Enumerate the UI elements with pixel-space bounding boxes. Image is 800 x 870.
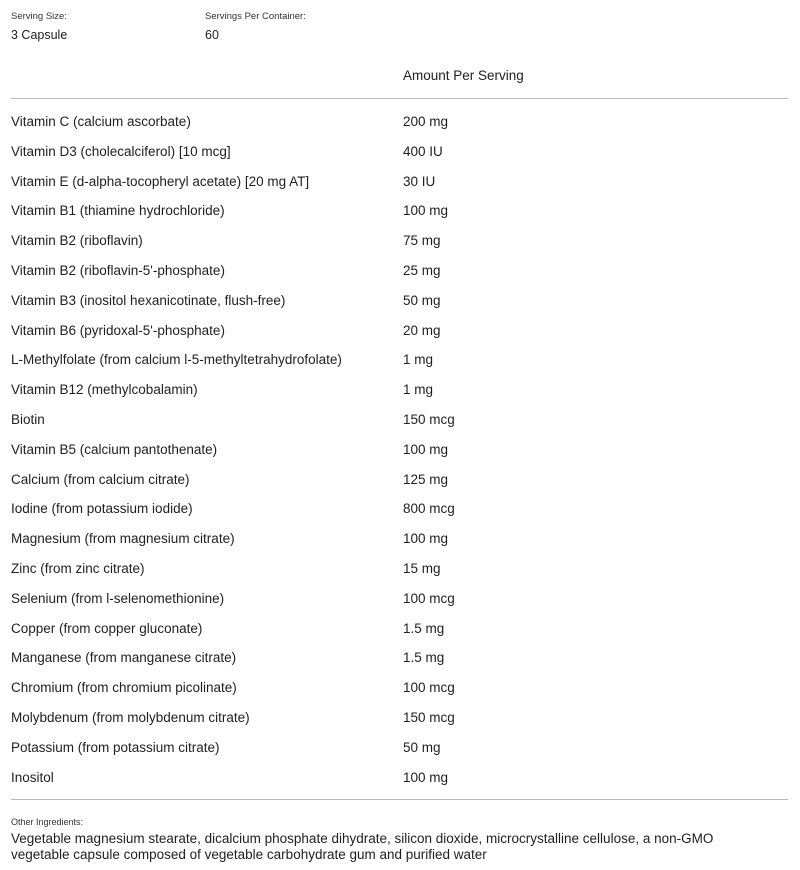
nutrient-name: Iodine (from potassium iodide) — [11, 501, 193, 517]
table-row — [0, 614, 800, 644]
nutrient-name: Chromium (from chromium picolinate) — [11, 680, 237, 696]
nutrient-amount: 75 mg — [403, 233, 441, 249]
nutrient-amount: 1.5 mg — [403, 620, 445, 636]
nutrient-name: Molybdenum (from molybdenum citrate) — [11, 709, 250, 725]
table-row — [0, 554, 800, 584]
nutrient-name: Vitamin B2 (riboflavin-5'-phosphate) — [11, 262, 225, 278]
table-row — [0, 643, 800, 673]
table-row — [0, 345, 800, 375]
table-row — [0, 703, 800, 733]
other-ingredients-text: Vegetable magnesium stearate, dicalcium phosphate dihydrate, silicon dioxide, microcrystalline cellulose, a non-GMO vegetable capsule composed of vegetable carbohydrate gum and purified water — [11, 831, 714, 862]
nutrient-name: Vitamin B1 (thiamine hydrochloride) — [11, 203, 225, 219]
nutrient-amount: 1 mg — [403, 352, 434, 368]
servings-per-container — [205, 11, 306, 43]
nutrient-amount: 30 IU — [403, 173, 436, 189]
table-top-divider — [11, 98, 788, 99]
nutrient-name: Potassium (from potassium citrate) — [11, 739, 220, 755]
nutrient-amount: 100 mg — [403, 203, 449, 219]
nutrient-amount: 150 mcg — [403, 709, 455, 725]
table-row — [0, 763, 800, 793]
table-row — [0, 167, 800, 197]
nutrient-amount: 100 mg — [403, 441, 449, 457]
nutrient-name: Copper (from copper gluconate) — [11, 620, 203, 636]
servings-per-container-label: Servings Per Container: — [205, 11, 306, 22]
nutrient-amount: 800 mcg — [403, 501, 455, 517]
nutrient-amount: 200 mg — [403, 114, 449, 129]
table-row — [0, 137, 800, 167]
table-row — [0, 494, 800, 524]
nutrient-amount: 125 mg — [403, 471, 449, 487]
nutrient-name: Vitamin B12 (methylcobalamin) — [11, 382, 198, 398]
nutrient-amount: 400 IU — [403, 143, 443, 159]
nutrient-list — [0, 107, 800, 792]
table-row — [0, 256, 800, 286]
table-row — [0, 673, 800, 703]
serving-size — [11, 11, 67, 43]
nutrient-name: Biotin — [11, 411, 45, 427]
nutrient-amount: 100 mcg — [403, 680, 455, 696]
nutrient-name: Vitamin C (calcium ascorbate) — [11, 114, 191, 129]
table-row — [0, 375, 800, 405]
nutrient-amount: 100 mg — [403, 769, 449, 785]
serving-size-label: Serving Size: — [11, 11, 67, 22]
nutrient-name: Vitamin D3 (cholecalciferol) [10 mcg] — [11, 143, 231, 159]
amount-per-serving-header: Amount Per Serving — [403, 68, 524, 83]
table-row — [0, 286, 800, 316]
nutrient-amount: 25 mg — [403, 262, 441, 278]
table-row — [0, 465, 800, 495]
nutrient-amount: 15 mg — [403, 560, 441, 576]
other-ingredients — [11, 817, 771, 863]
nutrient-name: Manganese (from manganese citrate) — [11, 650, 237, 666]
nutrient-amount: 50 mg — [403, 739, 441, 755]
nutrient-name: Calcium (from calcium citrate) — [11, 471, 190, 487]
nutrient-amount: 50 mg — [403, 292, 441, 308]
table-row — [0, 733, 800, 763]
nutrient-amount: 1.5 mg — [403, 650, 445, 666]
nutrient-name: Selenium (from l-selenomethionine) — [11, 590, 225, 606]
nutrient-name: Vitamin B6 (pyridoxal-5'-phosphate) — [11, 322, 225, 338]
nutrient-name: Vitamin B2 (riboflavin) — [11, 233, 143, 249]
other-ingredients-label: Other Ingredients: — [11, 817, 84, 827]
table-row — [0, 226, 800, 256]
table-row — [0, 524, 800, 554]
nutrient-name: Zinc (from zinc citrate) — [11, 560, 145, 576]
nutrient-name: Vitamin B5 (calcium pantothenate) — [11, 441, 218, 457]
nutrient-name: L-Methylfolate (from calcium l-5-methyltetrahydrofolate) — [11, 352, 342, 368]
table-bottom-divider — [11, 799, 788, 800]
nutrient-name: Vitamin E (d-alpha-tocopheryl acetate) [20 mg AT] — [11, 173, 310, 189]
table-row — [0, 196, 800, 226]
nutrient-amount: 20 mg — [403, 322, 441, 338]
table-row — [0, 316, 800, 346]
table-row — [0, 435, 800, 465]
nutrient-name: Magnesium (from magnesium citrate) — [11, 531, 235, 547]
nutrient-amount: 1 mg — [403, 382, 434, 398]
nutrient-amount: 100 mg — [403, 531, 449, 547]
nutrient-amount: 150 mcg — [403, 411, 455, 427]
servings-per-container-value: 60 — [205, 28, 219, 42]
table-row — [0, 405, 800, 435]
nutrient-name: Inositol — [11, 769, 54, 785]
table-row — [0, 584, 800, 614]
nutrient-amount: 100 mcg — [403, 590, 455, 606]
table-row — [0, 107, 800, 137]
serving-size-value: 3 Capsule — [11, 28, 68, 42]
nutrient-name: Vitamin B3 (inositol hexanicotinate, flush-free) — [11, 292, 286, 308]
